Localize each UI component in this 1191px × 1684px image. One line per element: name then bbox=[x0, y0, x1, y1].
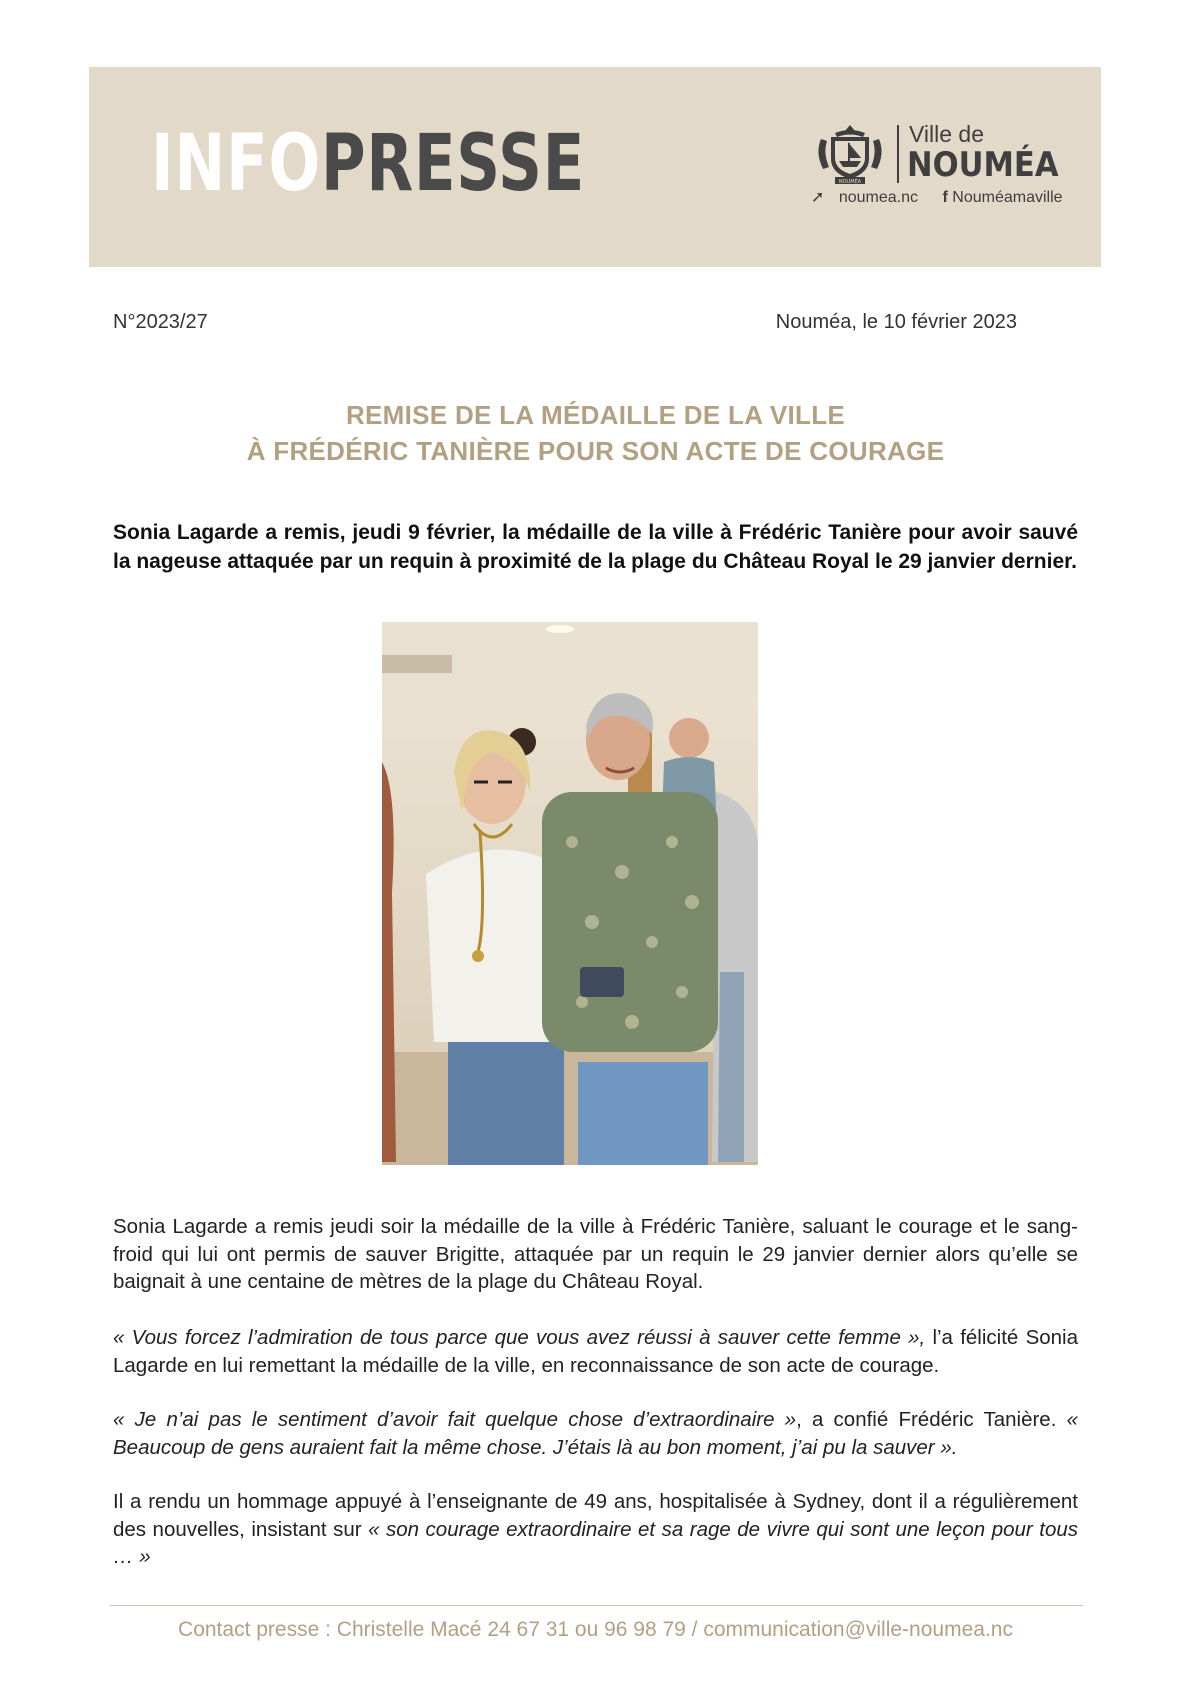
logo-ville-de: Ville de bbox=[909, 121, 985, 147]
ville-de-noumea-logo bbox=[811, 121, 1063, 213]
press-release-number: N°2023/27 bbox=[113, 311, 208, 333]
brand-info: INFO bbox=[151, 119, 321, 209]
press-release-date: Nouméa, le 10 février 2023 bbox=[775, 311, 1017, 333]
facebook-link[interactable]: f Nouméamaville bbox=[942, 189, 1063, 206]
logo-divider bbox=[897, 125, 899, 183]
ceremony-photo bbox=[382, 622, 758, 1165]
crest-caption: NOUMÉA bbox=[838, 179, 862, 185]
body-paragraph-3 bbox=[113, 1406, 1078, 1461]
web-link[interactable]: ➚ noumea.nc bbox=[811, 189, 919, 206]
body-paragraph-4-text: Il a rendu un hommage appuyé à l’enseignante de 49 ans, hospitalisée à Sydney, dont il a régulièrement des nouvelles, insistant sur bbox=[113, 1490, 1078, 1541]
quote-taniere-1: « Je n’ai pas le sentiment d’avoir fait quelque chose d’extraordinaire » bbox=[113, 1408, 797, 1431]
body-paragraph-3-text: , a confié Frédéric Tanière. bbox=[796, 1408, 1067, 1431]
quote-taniere-2: « Beaucoup de gens auraient fait la même chose. J’étais là au bon moment, j’ai pu la sauver ». bbox=[113, 1408, 1078, 1459]
body-paragraph-2 bbox=[113, 1324, 1078, 1379]
logo-noumea: NOUMÉA bbox=[907, 145, 1059, 185]
brand-presse: PRESSE bbox=[320, 119, 586, 209]
footer-divider bbox=[110, 1605, 1083, 1606]
body-paragraph-4 bbox=[113, 1488, 1078, 1571]
logo-socials bbox=[811, 187, 1083, 207]
body-paragraph-1: Sonia Lagarde a remis jeudi soir la médaille de la ville à Frédéric Tanière, saluant le courage et le sang-froid qui lui ont permis de sauver Brigitte, attaquée par un requin le 29 janvier dernier alors qu’elle se baignait à une centaine de mètres de la plage du Château Royal. bbox=[113, 1215, 1078, 1293]
body-paragraph-2-text: l’a félicité Sonia Lagarde en lui remettant la médaille de la ville, en reconnaissance de son acte de courage. bbox=[113, 1326, 1078, 1377]
quote-mayor: « Vous forcez l’admiration de tous parce que vous avez réussi à sauver cette femme », bbox=[113, 1326, 926, 1349]
city-crest-icon bbox=[811, 123, 889, 185]
quote-tribute: « son courage extraordinaire et sa rage de vivre qui sont une leçon pour tous … » bbox=[113, 1517, 1079, 1568]
header-banner bbox=[89, 67, 1101, 267]
lead-paragraph: Sonia Lagarde a remis, jeudi 9 février, la médaille de la ville à Frédéric Tanière pour avoir sauvé la nageuse attaquée par un requin à proximité de la plage du Château Royal le 29 janvier dernier. bbox=[113, 521, 1078, 573]
headline-line-1: REMISE DE LA MÉDAILLE DE LA VILLE bbox=[345, 400, 846, 430]
info-presse-wordmark bbox=[151, 119, 585, 209]
facebook-icon: f bbox=[942, 189, 948, 206]
press-contact: Contact presse : Christelle Macé 24 67 31 ou 96 98 79 / communication@ville-noumea.nc bbox=[178, 1618, 1013, 1641]
headline-line-2: À FRÉDÉRIC TANIÈRE POUR SON ACTE DE COURAGE bbox=[246, 436, 945, 466]
arrow-icon: ➚ bbox=[811, 189, 825, 206]
